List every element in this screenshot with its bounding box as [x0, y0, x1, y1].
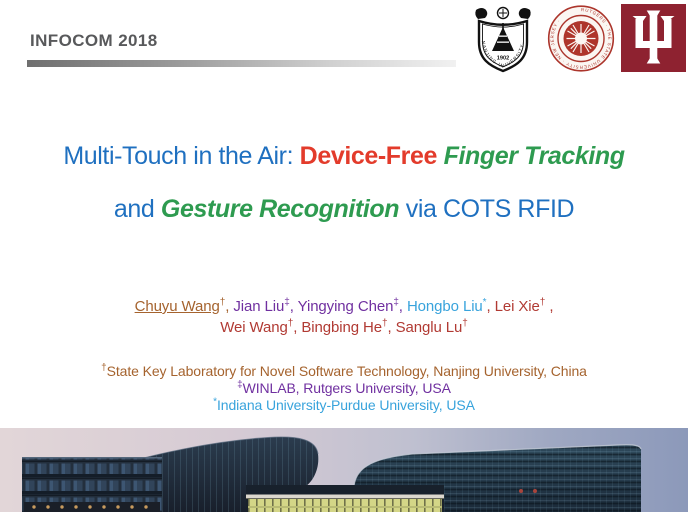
author-separator: , [293, 319, 302, 336]
author-list [0, 296, 688, 338]
author-separator: , [387, 319, 396, 336]
header-divider-bar [27, 60, 456, 67]
author: Sanglu Lu† [395, 318, 468, 336]
lit-entrance [248, 499, 442, 512]
svg-text:NANJING UNIVERSITY: NANJING UNIVERSITY [480, 40, 525, 69]
nanjing-university-shield-icon [466, 4, 540, 73]
title-line-1 [0, 130, 688, 183]
author-separator: , [545, 298, 554, 315]
indiana-university-logo [621, 4, 686, 72]
rutgers-seal-icon [545, 4, 617, 73]
author-separator: , [486, 298, 495, 315]
title-segment: and [113, 195, 161, 223]
rutgers-university-logo [545, 4, 617, 73]
title-segment: Gesture Recognition [160, 195, 400, 223]
title-segment: via COTS RFID [399, 195, 575, 223]
campus-building-photo [0, 428, 688, 512]
facade-light [533, 489, 537, 493]
author-separator: , [289, 298, 298, 315]
author: Yingying Chen‡ [297, 297, 399, 315]
slide-title [0, 130, 688, 236]
entrance-canopy [246, 495, 444, 499]
affiliation: *Indiana University-Purdue University, USA [213, 396, 475, 413]
title-line-2 [0, 183, 688, 236]
authors-line-1 [0, 296, 688, 317]
facade-light [519, 489, 523, 493]
conference-label: INFOCOM 2018 [30, 31, 158, 50]
author: Bingbing He† [301, 318, 388, 336]
svg-text:RUTGERS · THE STATE UNIVERSITY: RUTGERS · THE STATE UNIVERSITY · NEW JERSEY · [549, 7, 613, 70]
title-segment: Device-Free [299, 142, 444, 170]
author: Wei Wang† [220, 318, 294, 336]
building-photo-graphic [0, 428, 688, 512]
nanjing-university-logo [466, 4, 540, 73]
title-segment: Finger Tracking [443, 142, 625, 170]
author: Jian Liu‡ [233, 297, 290, 315]
author: Lei Xie† [494, 297, 546, 315]
affiliation: ‡WINLAB, Rutgers University, USA [237, 379, 451, 396]
title-segment: Multi-Touch in the Air: [63, 142, 300, 170]
author: Chuyu Wang† [134, 297, 226, 315]
author-separator: , [398, 298, 407, 315]
affiliation-list [0, 363, 688, 414]
affiliation: †State Key Laboratory for Novel Software Technology, Nanjing University, China [101, 362, 587, 379]
svg-text:1902: 1902 [496, 55, 510, 62]
author-separator: , [225, 298, 234, 315]
authors-line-2 [0, 317, 688, 338]
iu-trident-icon [621, 4, 686, 72]
author: Hongbo Liu* [406, 297, 487, 315]
